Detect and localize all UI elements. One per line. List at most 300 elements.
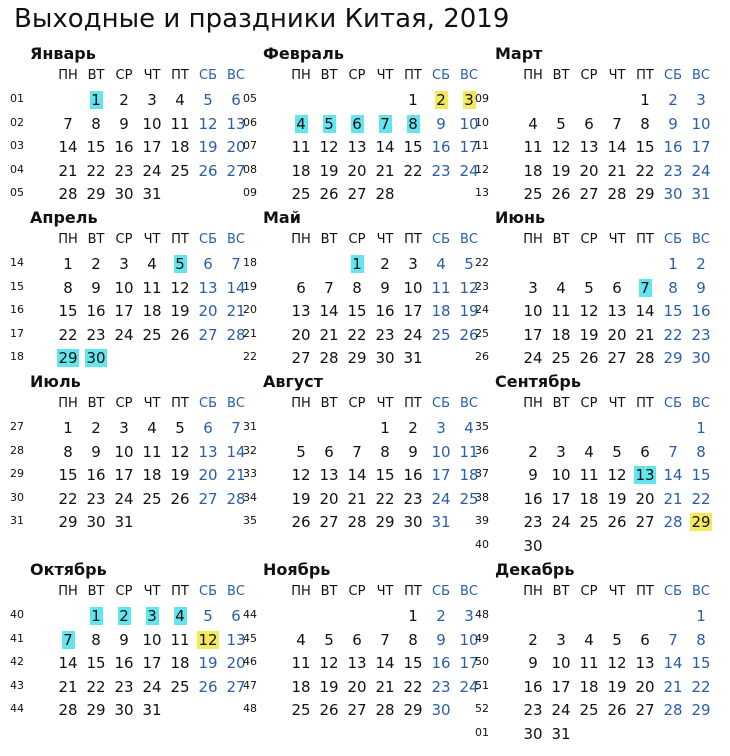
calendar-day: 13 [347,138,367,156]
calendar-day: 14 [226,278,246,297]
calendar-day: 7 [668,442,678,461]
calendar-day: 26 [198,677,218,696]
calendar-day: 13 [198,278,218,297]
calendar-day: 17 [523,325,543,344]
calendar-day: 1 [380,419,390,437]
month-1 [10,44,246,224]
calendar-day: 2 [119,91,129,109]
calendar-day: 25 [291,185,311,203]
calendar-day: 10 [142,630,162,649]
month-name: Март [495,44,543,63]
weekday-label: ЧТ [608,584,626,599]
calendar-day: 23 [523,513,543,531]
calendar-day: 8 [91,630,101,649]
calendar-day: 17 [114,302,134,320]
calendar-day: 30 [86,349,106,367]
calendar-day: 12 [551,138,571,156]
week-number: 46 [243,655,257,668]
calendar-day: 2 [696,255,706,273]
calendar-day: 14 [375,138,395,156]
weekday-label: ЧТ [143,232,161,247]
calendar-day: 10 [523,302,543,320]
calendar-day: 28 [663,513,683,531]
calendar-day: 13 [635,654,655,672]
calendar-day: 22 [663,325,683,344]
week-number: 29 [10,467,24,480]
weekday-label: ПТ [636,232,654,247]
calendar-day: 23 [86,325,106,344]
calendar-day: 11 [579,654,599,672]
calendar-day: 22 [86,161,106,180]
calendar-day: 3 [119,419,129,437]
calendar-day: 21 [607,161,627,180]
weekday-label: ЧТ [376,232,394,247]
calendar-day: 10 [431,442,451,461]
weekday-label: ПН [291,232,311,247]
calendar-day: 28 [375,185,395,203]
calendar-day: 8 [352,278,362,297]
calendar-day: 28 [347,513,367,531]
calendar-day: 22 [403,161,423,180]
calendar-day: 28 [375,701,395,719]
calendar-day: 30 [523,536,543,555]
calendar-day: 29 [86,701,106,719]
calendar-day: 26 [551,185,571,203]
week-number: 19 [243,279,257,293]
week-number: 17 [10,326,24,340]
week-number: 16 [10,303,24,316]
calendar-day: 13 [198,442,218,461]
calendar-day: 3 [147,91,157,109]
calendar-day: 5 [556,114,566,133]
calendar-day: 21 [226,466,246,484]
calendar-day: 9 [408,442,418,461]
weekday-label: ЧТ [376,68,394,83]
calendar-day: 11 [170,114,190,133]
calendar-day: 9 [528,466,538,484]
calendar-day: 17 [551,677,571,696]
weekday-label: ПТ [636,68,654,83]
calendar-day: 9 [436,630,446,649]
calendar-day: 12 [607,466,627,484]
calendar-day: 10 [459,630,479,649]
week-number: 01 [475,725,489,739]
calendar-day: 1 [408,91,418,109]
calendar-day: 1 [352,255,362,273]
week-number: 05 [243,92,257,105]
calendar-day: 31 [142,185,162,203]
calendar-day: 28 [58,701,78,719]
weekday-label: СР [115,584,133,599]
calendar-day: 15 [635,138,655,156]
calendar-day: 5 [324,630,334,649]
calendar-day: 9 [380,278,390,297]
calendar-day: 16 [691,302,711,320]
calendar-day: 16 [403,466,423,484]
calendar-day: 28 [58,185,78,203]
week-number: 06 [243,115,257,129]
calendar-day: 26 [607,701,627,719]
calendar-day: 24 [431,489,451,508]
month-name: Ноябрь [263,560,331,579]
calendar-day: 25 [551,349,571,367]
month-name: Декабрь [495,560,575,579]
month-name: Январь [30,44,96,63]
calendar-day: 8 [91,114,101,133]
calendar-day: 21 [663,677,683,696]
calendar-day: 27 [198,489,218,508]
calendar-day: 6 [203,419,213,437]
calendar-day: 29 [663,349,683,367]
calendar-day: 26 [198,161,218,180]
calendar-day: 30 [375,349,395,367]
calendar-day: 23 [86,489,106,508]
calendar-day: 6 [640,442,650,461]
calendar-day: 10 [142,114,162,133]
calendar-day: 28 [607,185,627,203]
calendar-day: 9 [119,630,129,649]
weekday-label: СБ [664,396,682,411]
calendar-day: 4 [147,255,157,273]
calendar-day: 11 [170,630,190,649]
calendar-day: 3 [119,255,129,273]
calendar-day: 15 [58,466,78,484]
calendar-day: 7 [612,114,622,133]
calendar-day: 29 [86,185,106,203]
calendar-day: 9 [119,114,129,133]
calendar-day: 14 [635,302,655,320]
week-number: 22 [475,256,489,269]
calendar-day: 20 [198,466,218,484]
calendar-day: 24 [142,677,162,696]
weekday-label: ВТ [552,232,570,247]
calendar-day: 22 [691,489,711,508]
calendar-day: 20 [319,489,339,508]
calendar-day: 1 [63,255,73,273]
weekday-label: ВС [460,232,478,247]
calendar-day: 12 [198,114,218,133]
calendar-day: 24 [551,513,571,531]
calendar-day: 5 [612,630,622,649]
calendar-day: 23 [431,677,451,696]
calendar-day: 30 [663,185,683,203]
week-number: 14 [10,256,24,269]
weekday-label: ЧТ [143,584,161,599]
calendar-day: 29 [58,349,78,367]
calendar-day: 12 [291,466,311,484]
calendar-day: 1 [91,607,101,625]
week-number: 48 [243,702,257,715]
calendar-day: 9 [91,278,101,297]
calendar-day: 9 [436,114,446,133]
calendar-day: 2 [91,255,101,273]
calendar-day: 30 [86,513,106,531]
calendar-day: 25 [431,325,451,344]
weekday-label: ПН [523,584,543,599]
calendar-day: 9 [668,114,678,133]
week-number: 37 [475,467,489,480]
weekday-label: ВС [692,232,710,247]
calendar-day: 22 [58,325,78,344]
calendar-day: 16 [431,138,451,156]
weekday-label: ЧТ [376,584,394,599]
calendar-day: 11 [142,442,162,461]
week-number: 07 [243,139,257,152]
weekday-label: СР [115,396,133,411]
week-number: 40 [475,537,489,551]
week-number: 31 [10,514,24,527]
calendar-day: 4 [147,419,157,437]
calendar-day: 15 [375,466,395,484]
weekday-label: ВС [227,396,245,411]
weekday-label: ВТ [87,68,105,83]
week-number: 28 [10,443,24,457]
calendar-day: 10 [691,114,711,133]
month-name: Август [263,372,324,391]
week-number: 35 [243,514,257,527]
calendar-day: 23 [431,161,451,180]
week-number: 15 [10,279,24,293]
weekday-label: ВТ [320,68,338,83]
calendar-day: 7 [231,419,241,437]
calendar-day: 9 [696,278,706,297]
calendar-day: 11 [291,138,311,156]
week-number: 03 [10,139,24,152]
weekday-label: ПН [58,68,78,83]
calendar-day: 5 [584,278,594,297]
calendar-day: 21 [347,489,367,508]
calendar-day: 7 [380,630,390,649]
weekday-label: ПН [58,396,78,411]
calendar-day: 16 [86,466,106,484]
calendar-day: 7 [352,442,362,461]
weekday-label: СР [348,396,366,411]
calendar-day: 30 [691,349,711,367]
weekday-label: ВС [227,232,245,247]
calendar-day: 23 [663,161,683,180]
calendar-day: 28 [635,349,655,367]
week-number: 27 [10,420,24,433]
calendar-day: 6 [203,255,213,273]
weekday-label: ВС [460,68,478,83]
calendar-day: 14 [58,654,78,672]
calendar-day: 11 [291,654,311,672]
calendar-day: 4 [175,607,185,625]
weekday-label: ВТ [87,232,105,247]
calendar-day: 17 [142,138,162,156]
calendar-day: 20 [198,302,218,320]
week-number: 11 [475,139,489,152]
calendar-day: 9 [528,654,538,672]
calendar-day: 19 [319,161,339,180]
calendar-day: 28 [226,325,246,344]
week-number: 09 [243,186,257,199]
calendar-day: 16 [523,489,543,508]
weekday-label: ПТ [404,584,422,599]
calendar-day: 7 [63,114,73,133]
week-number: 47 [243,678,257,692]
calendar-day: 3 [696,91,706,109]
calendar-day: 8 [380,442,390,461]
calendar-day: 25 [291,701,311,719]
weekday-label: ЧТ [608,232,626,247]
calendar-day: 26 [291,513,311,531]
calendar-day: 12 [170,278,190,297]
calendar-day: 10 [114,278,134,297]
week-number: 40 [10,608,24,621]
calendar-day: 27 [347,701,367,719]
calendar-day: 27 [226,161,246,180]
calendar-day: 5 [175,419,185,437]
calendar-day: 30 [114,701,134,719]
weekday-label: ПН [291,68,311,83]
calendar-day: 23 [114,161,134,180]
calendar-day: 22 [86,677,106,696]
calendar-day: 29 [691,513,711,531]
calendar-day: 18 [291,677,311,696]
month-6 [475,208,711,388]
week-number: 48 [475,608,489,621]
calendar-day: 16 [375,302,395,320]
calendar-day: 23 [691,325,711,344]
page-title: Выходные и праздники Китая, 2019 [14,4,510,34]
calendar-day: 13 [226,630,246,649]
week-number: 43 [10,678,24,692]
calendar-day: 7 [231,255,241,273]
calendar-day: 19 [170,466,190,484]
calendar-day: 10 [114,442,134,461]
calendar-day: 5 [324,114,334,133]
calendar-day: 12 [459,278,479,297]
month-name: Июль [30,372,81,391]
week-number: 39 [475,514,489,527]
calendar-day: 9 [91,442,101,461]
calendar-day: 27 [607,349,627,367]
calendar-day: 4 [296,630,306,649]
calendar-day: 24 [551,701,571,719]
weekday-label: СР [580,68,598,83]
calendar-day: 26 [319,185,339,203]
calendar-day: 15 [86,138,106,156]
calendar-day: 29 [403,701,423,719]
calendar-day: 13 [226,114,246,133]
week-number: 45 [243,631,257,645]
calendar-day: 6 [352,630,362,649]
calendar-day: 4 [556,278,566,297]
calendar-day: 3 [464,607,474,625]
calendar-day: 6 [324,442,334,461]
calendar-day: 5 [175,255,185,273]
weekday-label: ПТ [171,232,189,247]
calendar-day: 10 [459,114,479,133]
month-9 [475,372,711,555]
calendar-day: 25 [523,185,543,203]
weekday-label: СР [580,396,598,411]
weekday-label: ВС [692,68,710,83]
month-3 [475,44,711,224]
calendar-day: 14 [58,138,78,156]
calendar-day: 30 [403,513,423,531]
calendar-day: 5 [203,91,213,109]
calendar-day: 15 [403,138,423,156]
calendar-day: 1 [640,91,650,109]
weekday-label: ПН [291,584,311,599]
weekday-label: ПТ [636,396,654,411]
calendar-day: 20 [226,654,246,672]
calendar-day: 24 [523,349,543,367]
weekday-label: ПН [58,232,78,247]
week-number: 34 [243,490,257,504]
calendar-day: 11 [431,278,451,297]
weekday-label: СР [348,68,366,83]
calendar-day: 26 [170,489,190,508]
weekday-label: ПН [523,232,543,247]
calendar-day: 14 [663,654,683,672]
calendar-day: 17 [551,489,571,508]
calendar-day: 26 [607,513,627,531]
weekday-label: ПТ [171,396,189,411]
calendar-day: 25 [579,513,599,531]
weekday-label: ВТ [320,232,338,247]
calendar-day: 18 [523,161,543,180]
calendar-day: 5 [464,255,474,273]
week-number: 35 [475,420,489,433]
calendar-day: 12 [319,654,339,672]
weekday-label: ВТ [320,396,338,411]
weekday-label: СР [348,584,366,599]
calendar-day: 7 [63,630,73,649]
calendar-day: 1 [63,419,73,437]
calendar-day: 5 [612,442,622,461]
calendar-day: 22 [347,325,367,344]
calendar-day: 23 [403,489,423,508]
calendar-day: 19 [198,138,218,156]
calendar-day: 4 [464,419,474,437]
calendar-day: 26 [459,325,479,344]
calendar-day: 17 [431,466,451,484]
calendar-day: 31 [403,349,423,367]
calendar-day: 3 [556,630,566,649]
weekday-label: СБ [199,68,217,83]
weekday-label: ВТ [552,68,570,83]
calendar-day: 27 [291,349,311,367]
calendar-day: 6 [231,607,241,625]
calendar-day: 14 [226,442,246,461]
calendar-day: 28 [226,489,246,508]
calendar-day: 22 [403,677,423,696]
weekday-label: ПТ [636,584,654,599]
calendar-day: 15 [663,302,683,320]
calendar-day: 24 [403,325,423,344]
week-number: 33 [243,467,257,480]
week-number: 08 [243,162,257,176]
weekday-label: СБ [199,396,217,411]
calendar-day: 19 [607,677,627,696]
calendar-day: 16 [114,654,134,672]
weekday-label: СБ [432,232,450,247]
calendar-day: 17 [459,654,479,672]
weekday-label: СР [115,232,133,247]
calendar-day: 14 [375,654,395,672]
calendar-day: 2 [528,630,538,649]
week-number: 10 [475,115,489,129]
calendar-day: 17 [142,654,162,672]
calendar-day: 7 [668,630,678,649]
calendar-day: 21 [375,677,395,696]
calendar-day: 20 [347,677,367,696]
calendar-day: 26 [579,349,599,367]
calendar-day: 25 [170,161,190,180]
